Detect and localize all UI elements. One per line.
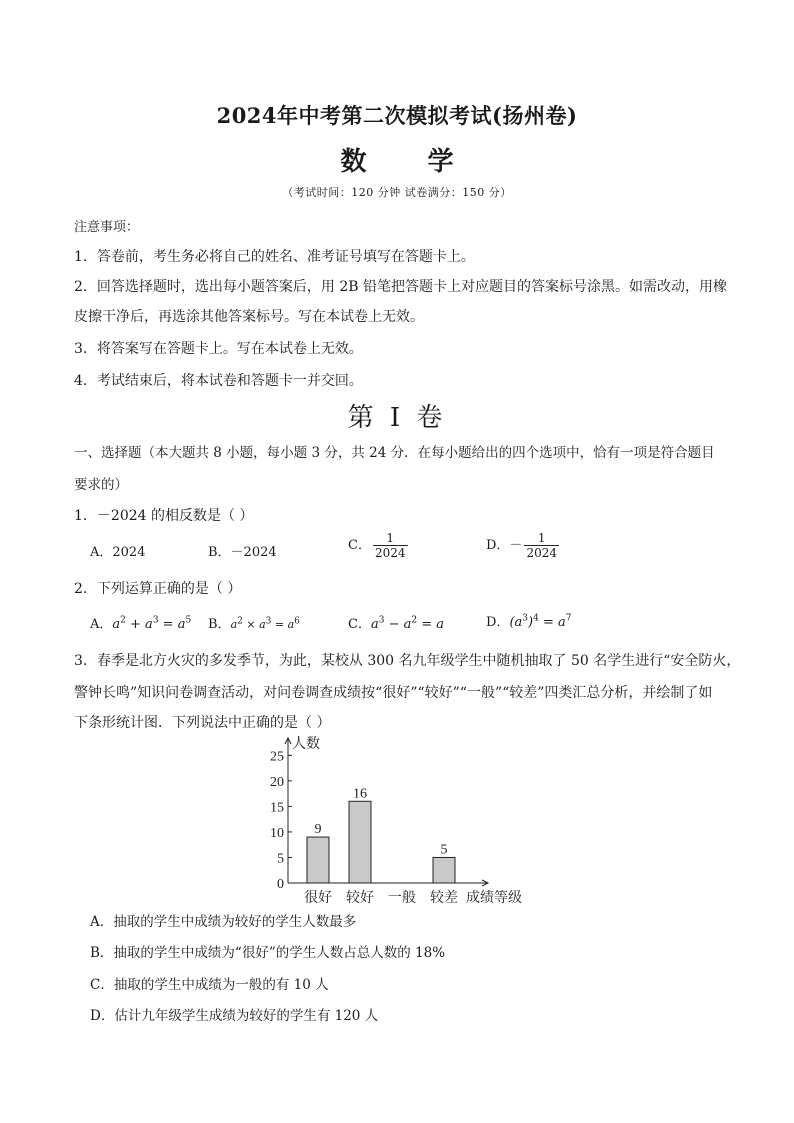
fraction-numerator: 1 [537, 531, 546, 545]
fraction-denominator: 2024 [374, 546, 406, 560]
notice-item: 皮擦干净后，再选涂其他答案标号。写在本试卷上无效。 [74, 309, 424, 325]
category-label: 较差 [430, 891, 458, 906]
bar [349, 801, 371, 883]
q3-option-c: C．抽取的学生中成绩为一般的有 10 人 [90, 977, 329, 993]
bar-value-label: 5 [440, 842, 448, 858]
q3-option-b: B．抽取的学生中成绩为“很好”的学生人数占总人数的 18% [90, 945, 446, 961]
q1-option-b: B．－2024 [208, 545, 277, 560]
y-tick-label: 0 [277, 877, 284, 892]
notice-heading: 注意事项： [74, 220, 140, 235]
q2-option-a-formula: $a^2 + a^3 = a^5$ [112, 615, 192, 632]
q2-option-b-formula: $a^2 \times a^3 = a^6$ [230, 616, 300, 631]
y-axis-label: 人数 [292, 737, 320, 752]
q2-option-d-formula: $(a^3)^4 = a^7$ [509, 613, 572, 630]
y-tick-label: 15 [270, 800, 284, 816]
notice-item: 4．考试结束后，将本试卷和答题卡一并交回。 [74, 373, 363, 389]
category-label: 较好 [346, 891, 374, 906]
q3-stem-cont: 警钟长鸣”知识问卷调查活动，对问卷调查成绩按“很好”“较好”“一般”“较差”四类汇总分析，并绘制了如 [74, 685, 713, 701]
section-heading-cont: 要求的） [74, 477, 128, 493]
bar [307, 837, 329, 883]
bar [433, 857, 455, 883]
y-tick-label: 5 [277, 851, 284, 867]
notice-item: 2．回答选择题时，选出每小题答案后，用 2B 铅笔把答题卡上对应题目的答案标号涂黑。如需改动，用橡 [74, 279, 728, 295]
q2-option-b [208, 613, 300, 632]
exam-info: （考试时间：120 分钟 试卷满分：150 分） [282, 186, 512, 199]
q2-stem: 2．下列运算正确的是（ ） [74, 581, 242, 597]
category-label: 很好 [304, 891, 332, 906]
bar-value-label: 16 [353, 786, 367, 802]
q1-stem: 1．－2024 的相反数是（ ） [74, 508, 254, 524]
subject-title: 数 学 [340, 147, 480, 177]
q3-option-a: A．抽取的学生中成绩为较好的学生人数最多 [90, 914, 357, 930]
q2-option-a-label: A． [90, 617, 113, 632]
q2-option-d [486, 611, 571, 630]
bar-value-label: 9 [314, 822, 322, 838]
q1-option-d-label: D．－ [486, 538, 523, 553]
q1-option-d [486, 531, 559, 560]
x-axis-label: 成绩等级 [466, 891, 522, 906]
volume-title: 第 I 卷 [347, 403, 447, 433]
q1-option-c [348, 531, 408, 560]
q2-option-a [90, 613, 191, 632]
q1-option-a: A．2024 [90, 545, 146, 560]
q1-option-c-label: C． [348, 538, 371, 553]
bar-chart [248, 730, 538, 910]
fraction-denominator: 2024 [526, 546, 557, 560]
q2-option-c [348, 613, 444, 632]
notice-item: 1．答卷前，考生务必将自己的姓名、准考证号填写在答题卡上。 [74, 249, 475, 265]
q2-option-b-label: B． [208, 617, 231, 632]
notice-item: 3．将答案写在答题卡上。写在本试卷上无效。 [74, 341, 363, 357]
q1-option-c-fraction [373, 531, 408, 560]
y-tick-label: 20 [270, 774, 284, 790]
fraction-numerator: 1 [386, 531, 395, 545]
category-label: 一般 [388, 891, 416, 906]
y-tick-label: 25 [270, 749, 284, 765]
q3-stem: 3．春季是北方火灾的多发季节，为此，某校从 300 名九年级学生中随机抽取了 50 名学生进行“安全防火， [74, 653, 741, 669]
section-heading: 一、选择题（本大题共 8 小题，每小题 3 分，共 24 分．在每小题给出的四个选项中，恰有一项是符合题目 [74, 445, 715, 461]
q2-option-c-formula: $a^3 - a^2 = a$ [370, 615, 445, 632]
exam-title: 2024年中考第二次模拟考试(扬州卷) [216, 103, 578, 128]
y-tick-label: 10 [270, 825, 284, 841]
q3-stem-cont: 下条形统计图．下列说法中正确的是（ ） [74, 715, 331, 731]
q3-option-d: D．估计九年级学生成绩为较好的学生有 120 人 [90, 1008, 379, 1024]
q1-option-d-fraction [524, 531, 559, 560]
q2-option-d-label: D． [486, 615, 510, 630]
q2-option-c-label: C． [348, 617, 371, 632]
